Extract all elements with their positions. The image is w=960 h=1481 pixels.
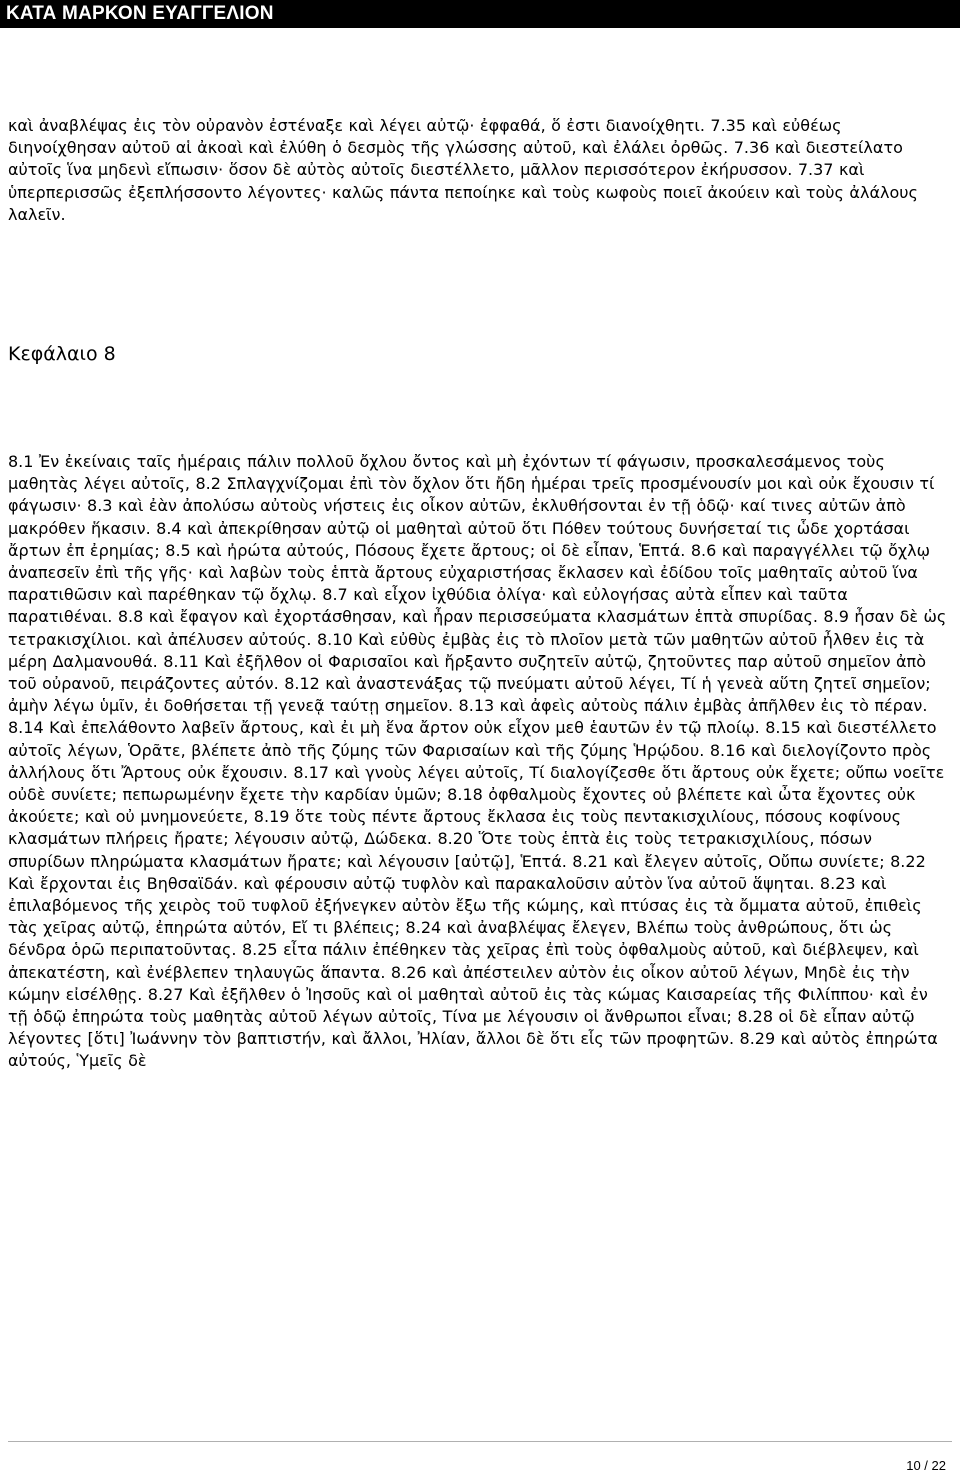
paragraph: 8.1 Ἐν ἐκείναις ταῖς ἡμέραις πάλιν πολλοῦ ὄχλου ὄντος καὶ μὴ ἐχόντων τί φάγωσιν, προσκαλεσάμενος τοὺς μαθητὰς λέγει αὐτοῖς, 8.2 Σπλαγχνίζομαι ἐπὶ τὸν ὄχλον ὅτι ἤδη ἡμέραι τρεῖς προσμένουσίν μοι καὶ οὐκ ἔχουσιν τί φάγωσιν· 8.3 καὶ ἐὰν ἀπολύσω αὐτοὺς νήστεις ἐις οἶκον αὐτῶν, ἐκλυθήσονται ἐν τῇ ὁδῷ· καί τινες αὐτῶν ἀπὸ μακρόθεν ἥκασιν. 8.4 καὶ ἀπεκρίθησαν αὐτῷ οἱ μαθηταὶ αὐτοῦ ὅτι Πόθεν τούτους δυνήσεταί τις ὧδε χορτάσαι ἄρτων ἐπ ἐρημίας; 8.5 καὶ ἠρώτα αὐτούς, Πόσους ἔχετε ἄρτους; οἱ δὲ εἶπαν, Ἑπτά. 8.6 καὶ παραγγέλλει τῷ ὄχλῳ ἀναπεσεῖν ἐπὶ τῆς γῆς· καὶ λαβὼν τοὺς ἑπτὰ ἄρτους εὐχαριστήσας ἔκλασεν καὶ ἐδίδου τοῖς μαθηταῖς αὐτοῦ ἵνα παρατιθῶσιν καὶ παρέθηκαν τῷ ὄχλῳ. 8.7 καὶ εἶχον ἰχθύδια ὀλίγα· καὶ εὐλογήσας αὐτὰ εἶπεν καὶ ταῦτα παρατιθέναι. 8.8 καὶ ἔφαγον καὶ ἐχορτάσθησαν, καὶ ἦραν περισσεύματα κλασμάτων ἑπτὰ σπυρίδας. 8.9 ἦσαν δὲ ὡς τετρακισχίλιοι. καὶ ἀπέλυσεν αὐτούς. 8.10 Καὶ εὐθὺς ἐμβὰς ἐις τὸ πλοῖον μετὰ τῶν μαθητῶν αὐτοῦ ἦλθεν ἐις τὰ μέρη Δαλμανουθά. 8.11 Καὶ ἐξῆλθον οἱ Φαρισαῖοι καὶ ἤρξαντο συζητεῖν αὐτῷ, ζητοῦντες παρ αὐτοῦ σημεῖον ἀπὸ τοῦ οὐρανοῦ, πειράζοντες αὐτόν. 8.12 καὶ ἀναστενάξας τῷ πνεύματι αὐτοῦ λέγει, Τί ἡ γενεὰ αὕτη ζητεῖ σημεῖον; ἀμὴν λέγω ὑμῖν, ἐι δοθήσεται τῇ γενεᾷ ταύτῃ σημεῖον. 8.13 καὶ ἀφεὶς αὐτοὺς πάλιν ἐμβὰς ἀπῆλθεν ἐις τὸ πέραν. 8.14 Καὶ ἐπελάθοντο λαβεῖν ἄρτους, καὶ ἐι μὴ ἕνα ἄρτον οὐκ εἶχον μεθ ἑαυτῶν ἐν τῷ πλοίῳ. 8.15 καὶ διεστέλλετο αὐτοῖς λέγων, Ὁρᾶτε, βλέπετε ἀπὸ τῆς ζύμης τῶν Φαρισαίων καὶ τῆς ζύμης Ἡρῴδου. 8.16 καὶ διελογίζοντο πρὸς ἀλλήλους ὅτι Ἄρτους οὐκ ἔχουσιν. 8.17 καὶ γνοὺς λέγει αὐτοῖς, Τί διαλογίζεσθε ὅτι ἄρτους οὐκ ἔχετε; οὔπω νοεῖτε οὐδὲ συνίετε; πεπωρωμένην ἔχετε τὴν καρδίαν ὑμῶν; 8.18 ὀφθαλμοὺς ἔχοντες οὐ βλέπετε καὶ ὦτα ἔχοντες οὐκ ἀκούετε; καὶ οὐ μνημονεύετε, 8.19 ὅτε τοὺς πέντε ἄρτους ἔκλασα ἐις τοὺς πεντακισχιλίους, πόσους κοφίνους κλασμάτων πλήρεις ἤρατε; λέγουσιν αὐτῷ, Δώδεκα. 8.20 Ὅτε τοὺς ἑπτὰ ἐις τοὺς τετρακισχιλίους, πόσων σπυρίδων πληρώματα κλασμάτων ἤρατε; καὶ λέγουσιν [αὐτῷ], Ἑπτά. 8.21 καὶ ἔλεγεν αὐτοῖς, Οὔπω συνίετε; 8.22 Καὶ ἔρχονται ἐις Βηθσαϊδάν. καὶ φέρουσιν αὐτῷ τυφλὸν καὶ παρακαλοῦσιν αὐτὸν ἵνα αὐτοῦ ἅψηται. 8.23 καὶ ἐπιλαβόμενος τῆς χειρὸς τοῦ τυφλοῦ ἐξήνεγκεν αὐτὸν ἔξω τῆς κώμης, καὶ πτύσας ἐις τὰ ὄμματα αὐτοῦ, ἐπιθεὶς τὰς χεῖρας αὐτῷ, ἐπηρώτα αὐτόν, Εἴ τι βλέπεις; 8.24 καὶ ἀναβλέψας ἔλεγεν, Βλέπω τοὺς ἀνθρώπους, ὅτι ὡς δένδρα ὁρῶ περιπατοῦντας. 8.25 εἶτα πάλιν ἐπέθηκεν τὰς χεῖρας ἐπὶ τοὺς ὀφθαλμοὺς αὐτοῦ, καὶ διέβλεψεν, καὶ ἀπεκατέστη, καὶ ἐνέβλεπεν τηλαυγῶς ἅπαντα. 8.26 καὶ ἀπέστειλεν αὐτὸν ἐις οἶκον αὐτοῦ λέγων, Μηδὲ ἐις τὴν κώμην εἰσέλθῃς. 8.27 Καὶ ἐξῆλθεν ὁ Ἰησοῦς καὶ οἱ μαθηταὶ αὐτοῦ ἐις τὰς κώμας Καισαρείας τῆς Φιλίππου· καὶ ἐν τῇ ὁδῷ ἐπηρώτα τοὺς μαθητὰς αὐτοῦ λέγων αὐτοῖς, Τίνα με λέγουσιν οἱ ἄνθρωποι εἶναι; 8.28 οἱ δὲ εἶπαν αὐτῷ λέγοντες [ὅτι] Ἰωάννην τὸν βαπτιστήν, καὶ ἄλλοι, Ἠλίαν, ἄλλοι δὲ ὅτι εἷς τῶν προφητῶν. 8.29 καὶ αὐτὸς ἐπηρώτα αὐτούς, Ὑμεῖς δὲ (8, 452, 947, 1071)
footer-divider (8, 1441, 952, 1442)
document-title: ΚΑΤΑ ΜΑΡΚΟΝ ΕΥΑΓΓΕΛΙΟΝ (6, 3, 274, 24)
chapter-text (8, 451, 952, 1073)
header-bar (0, 0, 960, 28)
chapter-heading: Κεφάλαιο 8 (8, 343, 116, 365)
paragraph: καὶ ἀναβλέψας ἐις τὸν οὐρανὸν ἐστέναξε καὶ λέγει αὐτῷ· ἐφφαθά, ὅ ἐστι διανοίχθητι. 7.35 καὶ εὐθέως διηνοίχθησαν αὐτοῦ αἱ ἀκοαὶ καὶ ἐλύθη ὁ δεσμὸς τῆς γλώσσης αὐτοῦ, καὶ ἐλάλει ὀρθῶς. 7.36 καὶ διεστείλατο αὐτοῖς ἵνα μηδενὶ εἴπωσιν· ὅσον δὲ αὐτὸς αὐτοῖς διεστέλλετο, μᾶλλον περισσότερον ἐκήρυσσον. 7.37 καὶ ὑπερπερισσῶς ἐξεπλήσσοντο λέγοντες· καλῶς πάντα πεποίηκε καὶ τοὺς κωφοὺς ποιεῖ ἀκούειν καὶ τοὺς ἀλάλους λαλεῖν. (8, 116, 918, 224)
previous-chapter-text (8, 115, 952, 226)
page-number: 10 / 22 (906, 1458, 946, 1473)
